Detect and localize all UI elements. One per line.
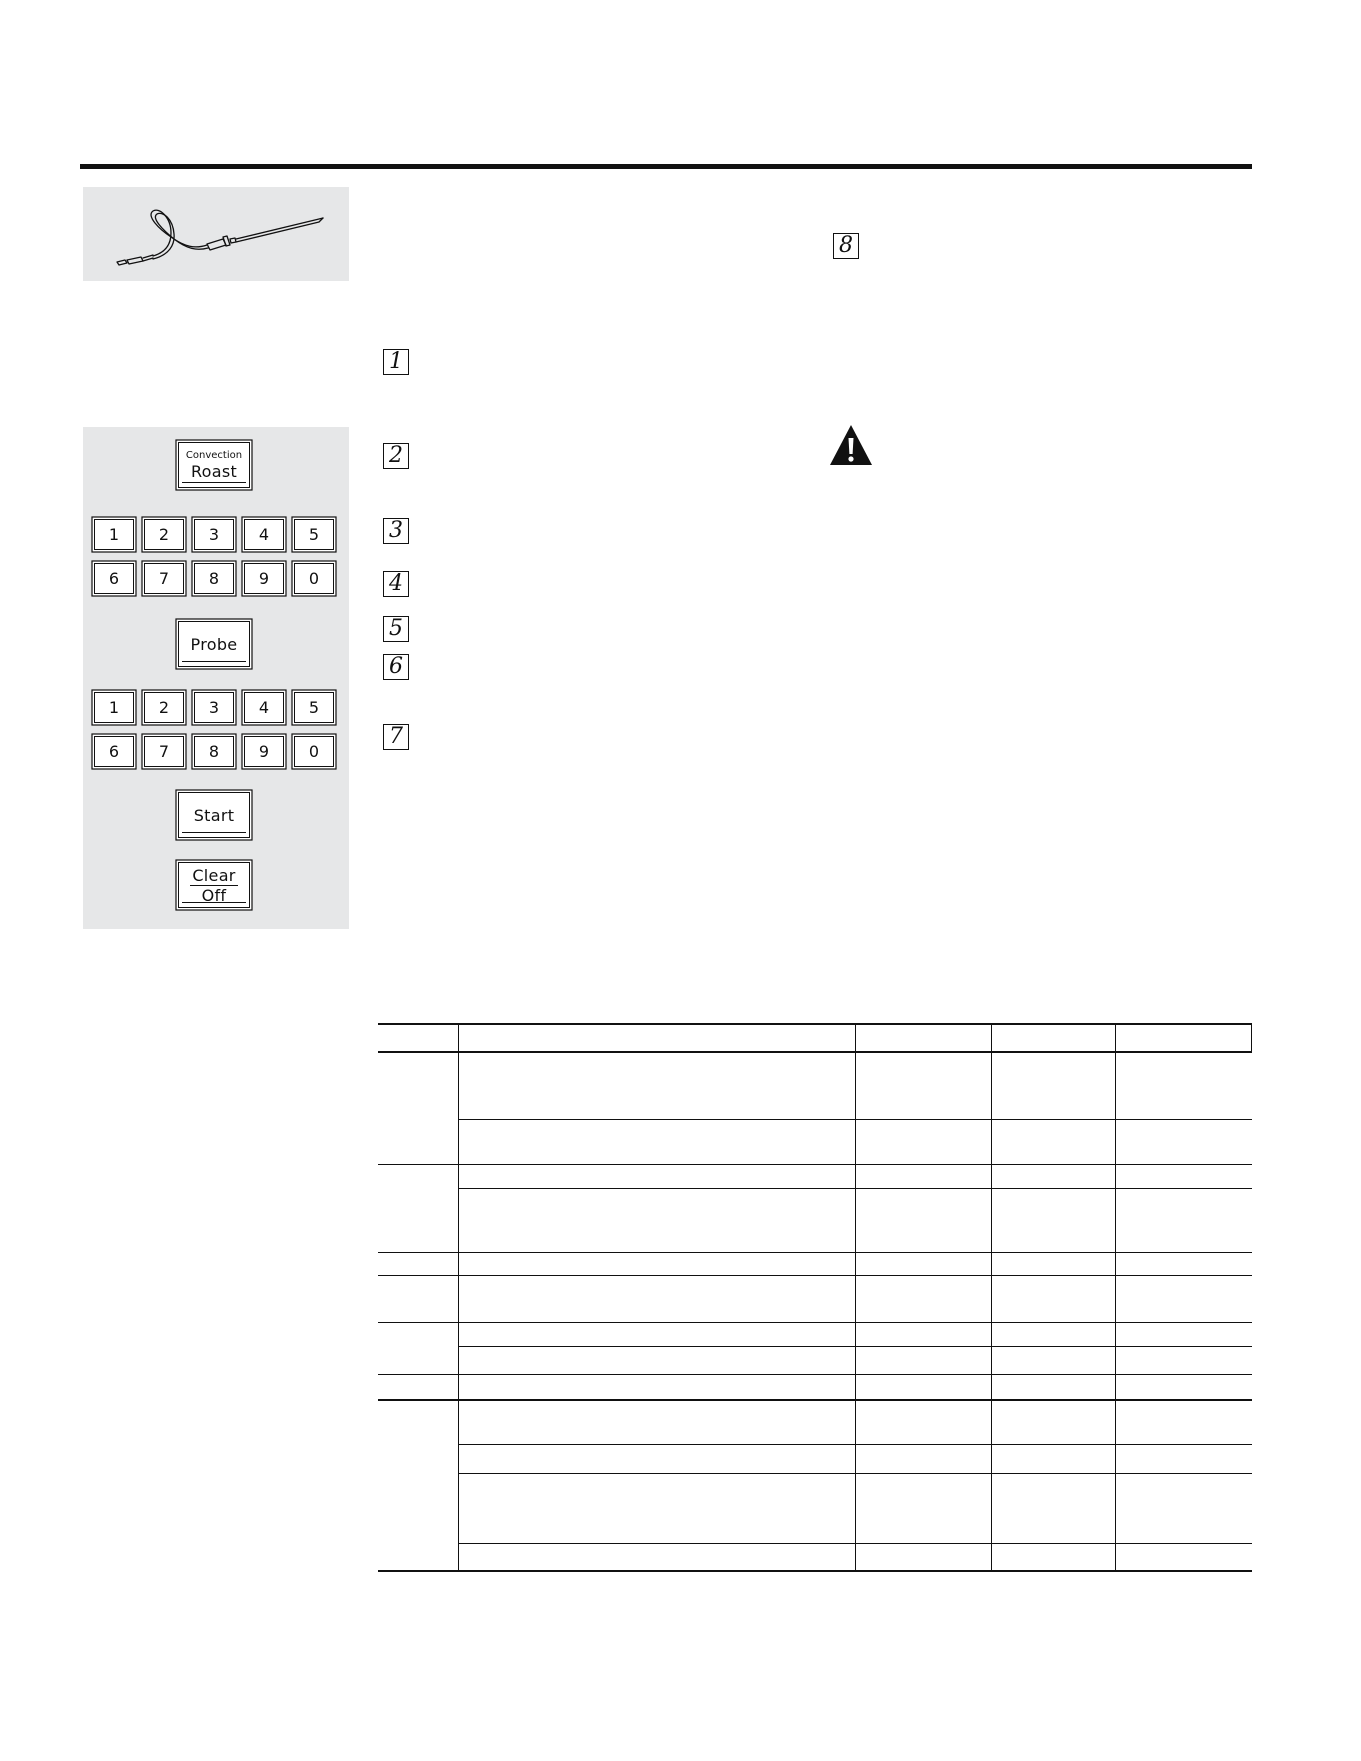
probe-key-6[interactable]: 6	[94, 736, 134, 767]
probe-button[interactable]	[178, 621, 250, 667]
step-number-8: 8	[833, 233, 859, 259]
clear-label: Clear	[192, 865, 236, 885]
probe-key-9[interactable]: 9	[244, 736, 284, 767]
step-number-7: 7	[383, 724, 409, 750]
probe-illustration-box	[83, 187, 349, 281]
probe-key-3[interactable]: 3	[194, 692, 234, 723]
step-number-4: 4	[383, 571, 409, 597]
clear-off-button[interactable]	[178, 862, 250, 908]
oven-key-1[interactable]: 1	[94, 519, 134, 550]
oven-key-7[interactable]: 7	[144, 563, 184, 594]
oven-key-6[interactable]: 6	[94, 563, 134, 594]
probe-key-7[interactable]: 7	[144, 736, 184, 767]
step-number-1: 1	[383, 349, 409, 375]
probe-key-0[interactable]: 0	[294, 736, 334, 767]
control-panel	[83, 427, 349, 929]
header-rule	[80, 164, 1252, 169]
start-button[interactable]	[178, 792, 250, 838]
probe-key-5[interactable]: 5	[294, 692, 334, 723]
probe-key-4[interactable]: 4	[244, 692, 284, 723]
convection-roast-button[interactable]	[178, 442, 250, 488]
start-label: Start	[193, 805, 235, 825]
oven-key-3[interactable]: 3	[194, 519, 234, 550]
oven-key-8[interactable]: 8	[194, 563, 234, 594]
oven-key-2[interactable]: 2	[144, 519, 184, 550]
step-number-6: 6	[383, 654, 409, 680]
probe-key-8[interactable]: 8	[194, 736, 234, 767]
convection-label: Convection	[185, 449, 243, 461]
temperature-probe-icon	[83, 187, 349, 281]
probe-label: Probe	[190, 634, 238, 654]
step-number-3: 3	[383, 518, 409, 544]
warning-triangle-icon	[829, 423, 873, 471]
probe-key-1[interactable]: 1	[94, 692, 134, 723]
roast-label: Roast	[190, 461, 238, 481]
off-label: Off	[201, 885, 227, 905]
cooking-guide-table	[378, 1023, 1252, 1572]
step-number-5: 5	[383, 616, 409, 642]
oven-key-4[interactable]: 4	[244, 519, 284, 550]
oven-key-9[interactable]: 9	[244, 563, 284, 594]
probe-key-2[interactable]: 2	[144, 692, 184, 723]
step-number-2: 2	[383, 443, 409, 469]
oven-key-0[interactable]: 0	[294, 563, 334, 594]
oven-key-5[interactable]: 5	[294, 519, 334, 550]
